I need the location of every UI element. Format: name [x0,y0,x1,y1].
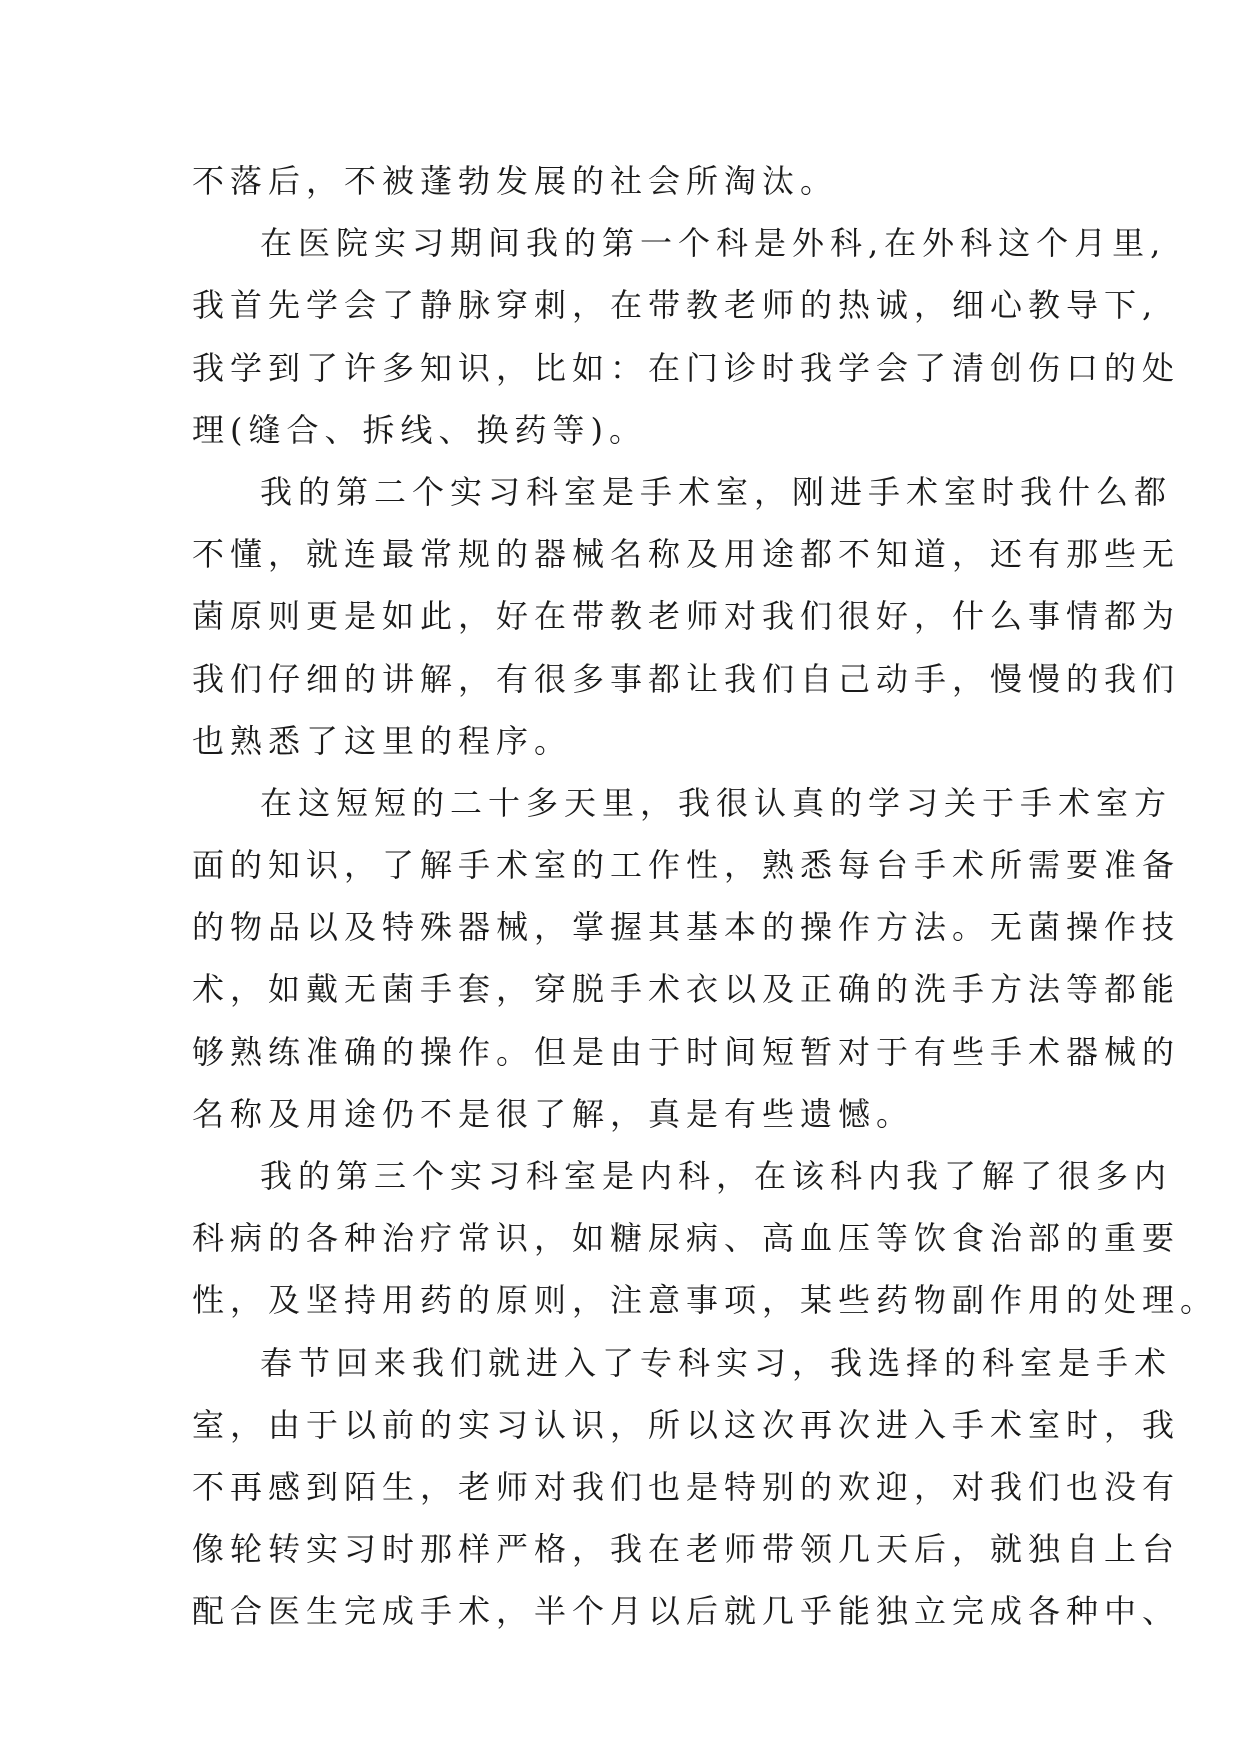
paragraph-first-line: 我的第二个实习科室是手术室，刚进手术室时我什么都 [260,472,1173,511]
paragraph-first-line: 在医院实习期间我的第一个科是外科,在外科这个月里, [260,224,1167,263]
paragraph-first-line: 我的第三个实习科室是内科，在该科内我了解了很多内 [260,1157,1173,1195]
text-line: 名称及用途仍不是很了解，真是有些遗憾。 [192,1094,915,1133]
paragraph-first-line: 在这短短的二十多天里，我很认真的学习关于手术室方 [260,783,1173,822]
text-line: 的物品以及特殊器械，掌握其基本的操作方法。无菌操作技 [192,908,1181,947]
text-line: 科病的各种治疗常识，如糖尿病、高血压等饮食治部的重要 [192,1219,1181,1258]
text-line: 不落后，不被蓬勃发展的社会所淘汰。 [192,162,839,200]
text-line: 我首先学会了静脉穿刺，在带教老师的热诚，细心教导下, [192,286,1159,325]
text-line: 室，由于以前的实习认识，所以这次再次进入手术室时，我 [192,1405,1181,1444]
text-line: 不再感到陌生，老师对我们也是特别的欢迎，对我们也没有 [192,1467,1181,1506]
text-line: 像轮转实习时那样严格，我在老师带领几天后，就独自上台 [192,1530,1181,1569]
text-line: 菌原则更是如此，好在带教老师对我们很好，什么事情都为 [192,597,1181,636]
paragraph-first-line: 春节回来我们就进入了专科实习，我选择的科室是手术 [260,1343,1173,1382]
text-line: 我们仔细的讲解，有很多事都让我们自己动手，慢慢的我们 [192,659,1181,698]
text-line: 不懂，就连最常规的器械名称及用途都不知道，还有那些无 [192,535,1181,574]
body-text [192,150,1219,1643]
text-line: 够熟练准确的操作。但是由于时间短暂对于有些手术器械的 [192,1032,1181,1071]
text-line: 也熟悉了这里的程序。 [192,721,573,760]
text-line: 面的知识，了解手术室的工作性，熟悉每台手术所需要准备 [192,846,1181,885]
text-line: 术，如戴无菌手套，穿脱手术衣以及正确的洗手方法等都能 [192,970,1181,1009]
text-line: 配合医生完成手术，半个月以后就几乎能独立完成各种中、 [192,1592,1181,1631]
text-line: 理(缝合、拆线、换药等)。 [192,410,647,449]
text-line: 性，及坚持用药的原则，注意事项，某些药物副作用的处理。 [192,1281,1219,1320]
text-line: 我学到了许多知识，比如：在门诊时我学会了清创伤口的处 [192,348,1181,387]
